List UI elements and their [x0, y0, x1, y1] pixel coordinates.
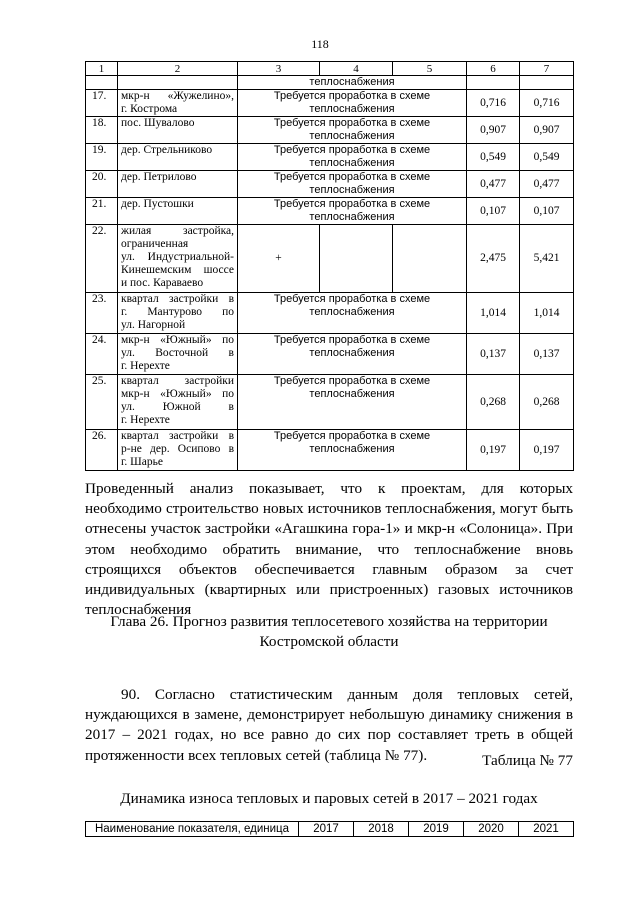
analysis-paragraph [85, 479, 573, 620]
note-line: Требуется проработка в схеме [273, 375, 431, 387]
location-cell [118, 334, 238, 375]
header-cell: 2017 [299, 822, 354, 837]
header-cell: 2021 [519, 822, 574, 837]
location-line: квартал застройки в [121, 293, 234, 305]
location-line: ул. Нагорной [121, 319, 186, 331]
header-cell: 7 [520, 62, 574, 76]
header-cell: 2019 [409, 822, 464, 837]
table-header-row [86, 62, 574, 76]
requirement-note [238, 144, 467, 171]
note-line: Требуется проработка в схеме [273, 144, 431, 156]
chapter-title-line: Глава 26. Прогноз развития теплосетевого хозяйства на территории [110, 613, 548, 630]
location-line: квартал застройки в [121, 430, 234, 442]
table-row [86, 90, 574, 117]
location-cell [118, 198, 238, 225]
chapter-title-line: Костромской области [259, 633, 399, 650]
location-line: мкр-н «Южный» по [121, 334, 234, 346]
paragraph-line: 2017 – 2021 годах, но все равно до сих пор составляет треть в общей [85, 726, 573, 744]
location-cell [118, 293, 238, 334]
empty-cell [320, 225, 393, 293]
location-line: жилая застройка, [121, 225, 234, 237]
table-row [86, 144, 574, 171]
header-cell: Наименование показателя, единица [86, 822, 299, 837]
location-cell [118, 144, 238, 171]
value-col6: 0,137 [467, 334, 520, 375]
location-line: мкр-н «Южный» по [121, 388, 234, 400]
row-number: 18. [86, 117, 118, 144]
header-cell: 4 [320, 62, 393, 76]
location-line: пос. Шувалово [121, 117, 195, 129]
value-col7: 0,716 [520, 90, 574, 117]
note-line: теплоснабжения [309, 157, 395, 169]
paragraph-line: нуждающихся в замене, демонстрирует небольшую динамику снижения в [85, 706, 573, 724]
table-row [86, 117, 574, 144]
note-line: теплоснабжения [309, 388, 395, 400]
requirement-note [238, 171, 467, 198]
plus-mark: + [238, 225, 320, 293]
continuation-text: теплоснабжения [238, 76, 467, 90]
table-row [86, 334, 574, 375]
value-col6: 0,716 [467, 90, 520, 117]
location-line: г. Нерехте [121, 414, 170, 426]
location-cell [118, 117, 238, 144]
value-col7: 0,549 [520, 144, 574, 171]
paragraph-line: протяженности всех тепловых сетей (таблица № 77). [85, 746, 428, 764]
table-row [86, 293, 574, 334]
row-number: 17. [86, 90, 118, 117]
row-number: 22. [86, 225, 118, 293]
note-line: Требуется проработка в схеме [273, 334, 431, 346]
location-cell [118, 171, 238, 198]
row-number: 21. [86, 198, 118, 225]
requirement-note [238, 375, 467, 430]
header-cell: 2018 [354, 822, 409, 837]
paragraph-line: строящихся объектов обеспечивается главным образом за счет [85, 560, 573, 578]
note-line: Требуется проработка в схеме [273, 117, 431, 129]
location-line: мкр-н «Жужелино», [121, 90, 234, 102]
location-cell [118, 430, 238, 471]
location-line: г. Кострома [121, 103, 178, 115]
empty-cell [393, 225, 467, 293]
table-row [86, 198, 574, 225]
table-label: Таблица № 77 [482, 752, 573, 769]
value-col6: 0,268 [467, 375, 520, 430]
value-col7: 0,268 [520, 375, 574, 430]
chapter-title [85, 612, 573, 652]
continuation-row [86, 76, 574, 90]
value-col7: 0,907 [520, 117, 574, 144]
note-line: теплоснабжения [309, 184, 395, 196]
page-number: 118 [311, 37, 329, 51]
paragraph-line: этом необходимо обратить внимание, что теплоснабжение вновь [85, 540, 573, 558]
value-col7: 0,107 [520, 198, 574, 225]
requirement-note [238, 198, 467, 225]
note-line: теплоснабжения [309, 443, 395, 455]
requirement-note [238, 430, 467, 471]
paragraph-line: теплоснабжения [85, 601, 192, 619]
note-line: теплоснабжения [309, 130, 395, 142]
row-number: 23. [86, 293, 118, 334]
location-line: р-не дер. Осипово в [121, 443, 234, 455]
table-title: Динамика износа тепловых и паровых сетей в 2017 – 2021 годах [120, 790, 538, 807]
row-number: 19. [86, 144, 118, 171]
value-col6: 1,014 [467, 293, 520, 334]
note-line: Требуется проработка в схеме [273, 293, 431, 305]
location-line: г. Нерехте [121, 360, 170, 372]
location-line: ул. Индустриальной- [121, 251, 234, 263]
requirement-note [238, 293, 467, 334]
note-line: теплоснабжения [309, 347, 395, 359]
paragraph-line: Проведенный анализ показывает, что к проектам, для которых [85, 480, 573, 497]
value-col6: 2,475 [467, 225, 520, 293]
location-line: ул. Восточной в [121, 347, 234, 359]
table-header-row [86, 822, 574, 837]
note-line: Требуется проработка в схеме [273, 171, 431, 183]
table-row [86, 430, 574, 471]
location-line: ограниченная [121, 238, 189, 250]
value-col7: 0,137 [520, 334, 574, 375]
note-line: теплоснабжения [309, 306, 395, 318]
paragraph-line: индивидуальных (квартирных или пристроенных) газовых источников [85, 581, 573, 599]
row-number: 26. [86, 430, 118, 471]
network-wear-table [85, 821, 574, 837]
location-cell [118, 225, 238, 293]
value-col7: 0,197 [520, 430, 574, 471]
value-col7: 5,421 [520, 225, 574, 293]
location-line: дер. Петрилово [121, 171, 197, 183]
requirement-note [238, 90, 467, 117]
row-number: 20. [86, 171, 118, 198]
location-line: и пос. Караваево [121, 277, 204, 289]
header-cell: 5 [393, 62, 467, 76]
paragraph-line: отнесены участок застройки «Агашкина гора-1» и мкр-н «Солоница». При [85, 520, 573, 538]
value-col6: 0,907 [467, 117, 520, 144]
requirement-note [238, 334, 467, 375]
heat-supply-table [85, 61, 574, 471]
value-col6: 0,107 [467, 198, 520, 225]
note-line: Требуется проработка в схеме [273, 198, 431, 210]
location-cell [118, 375, 238, 430]
table-row [86, 225, 574, 293]
row-number: 24. [86, 334, 118, 375]
location-line: дер. Пустошки [121, 198, 194, 210]
location-line: г. Шарье [121, 456, 163, 468]
header-cell: 1 [86, 62, 118, 76]
note-line: теплоснабжения [309, 211, 395, 223]
value-col6: 0,197 [467, 430, 520, 471]
header-cell: 6 [467, 62, 520, 76]
location-line: г. Мантурово по [121, 306, 234, 318]
header-cell: 2 [118, 62, 238, 76]
value-col7: 1,014 [520, 293, 574, 334]
table-row [86, 171, 574, 198]
note-line: Требуется проработка в схеме [273, 90, 431, 102]
note-line: Требуется проработка в схеме [273, 430, 431, 442]
paragraph-line: 90. Согласно статистическим данным доля тепловых сетей, [121, 686, 573, 703]
header-cell: 2020 [464, 822, 519, 837]
location-line: дер. Стрельниково [121, 144, 213, 156]
requirement-note [238, 117, 467, 144]
note-line: теплоснабжения [309, 103, 395, 115]
value-col7: 0,477 [520, 171, 574, 198]
header-cell: 3 [238, 62, 320, 76]
paragraph-line: необходимо строительство новых источников теплоснабжения, могут быть [85, 500, 573, 518]
value-col6: 0,477 [467, 171, 520, 198]
location-line: квартал застройки [121, 375, 234, 387]
location-cell [118, 90, 238, 117]
table-row [86, 375, 574, 430]
value-col6: 0,549 [467, 144, 520, 171]
location-line: Кинешемским шоссе [121, 264, 234, 276]
location-line: ул. Южной в [121, 401, 234, 413]
row-number: 25. [86, 375, 118, 430]
